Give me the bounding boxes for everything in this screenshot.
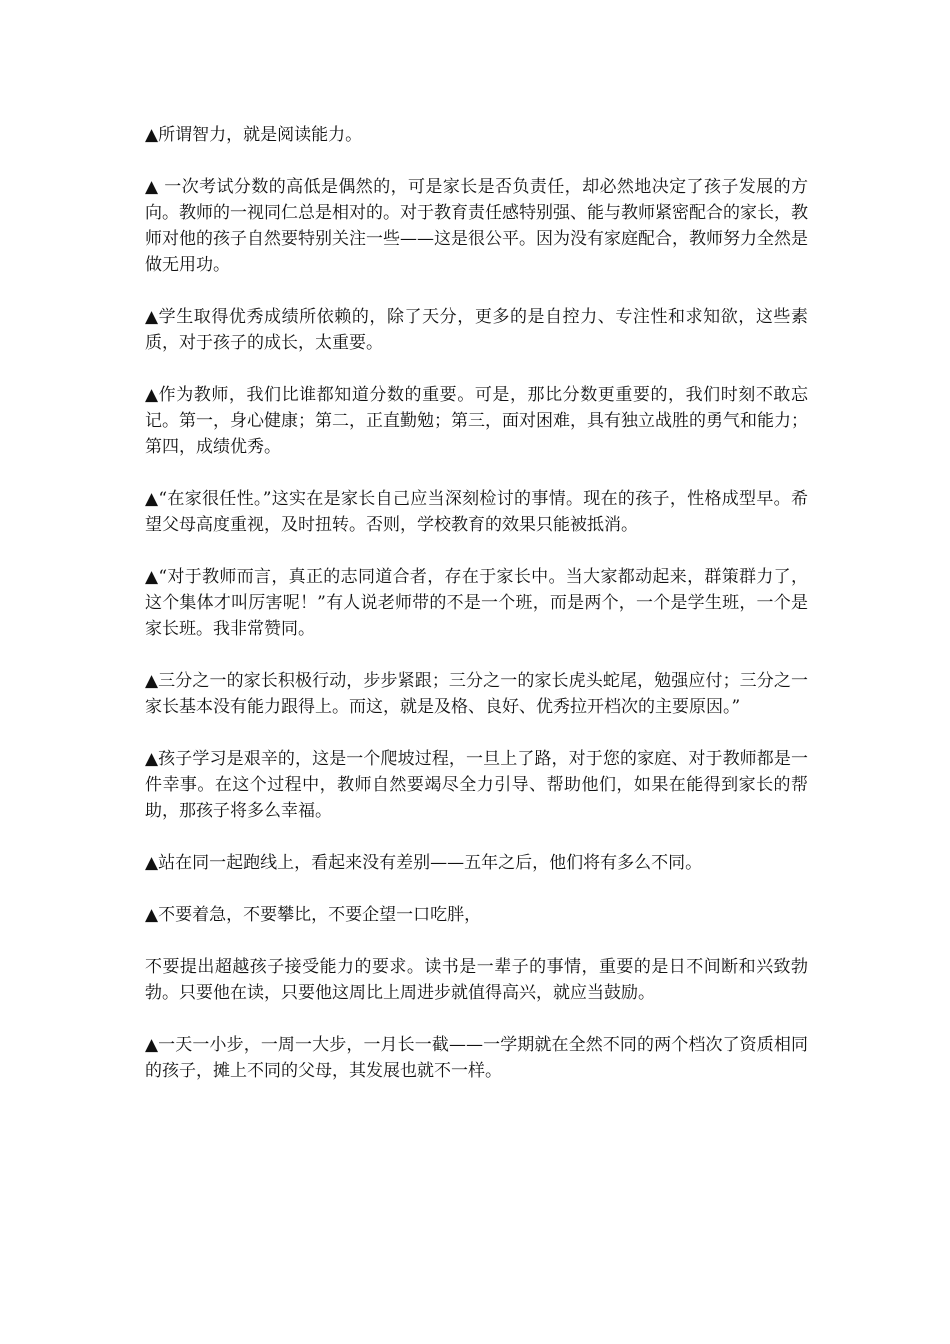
paragraph-intelligence: ▲所谓智力，就是阅读能力。: [145, 125, 363, 145]
paragraph-lifelong-reading: 不要提出超越孩子接受能力的要求。读书是一辈子的事情，重要的是日不间断和兴致勃勃。只要他在读，只要他这周比上周进步就值得高兴，就应当鼓励。: [145, 957, 808, 1003]
paragraph-uphill-learning: ▲孩子学习是艰辛的，这是一个爬坡过程，一旦上了路，对于您的家庭、对于教师都是一件幸事。在这个过程中，教师自然要竭尽全力引导、帮助他们，如果在能得到家长的帮助，那孩子将多么幸福。: [145, 749, 808, 821]
paragraph-starting-line: ▲站在同一起跑线上，看起来没有差别——五年之后，他们将有多么不同。: [145, 853, 703, 873]
paragraph-like-minded-parents: ▲“对于教师而言，真正的志同道合者，存在于家长中。当大家都动起来，群策群力了，这个集体才叫厉害呢！”有人说老师带的不是一个班，而是两个，一个是学生班，一个是家长班。我非常赞同。: [145, 567, 808, 639]
paragraph-three-thirds: ▲三分之一的家长积极行动，步步紧跟；三分之一的家长虎头蛇尾，勉强应付；三分之一家长基本没有能力跟得上。而这，就是及格、良好、优秀拉开档次的主要原因。”: [145, 671, 808, 717]
paragraph-willful-at-home: ▲“在家很任性。”这实在是家长自己应当深刻检讨的事情。现在的孩子，性格成型早。希望父母高度重视，及时扭转。否则，学校教育的效果只能被抵消。: [145, 489, 808, 535]
document-body: [145, 122, 808, 1110]
paragraph-parent-responsibility: ▲ 一次考试分数的高低是偶然的，可是家长是否负责任，却必然地决定了孩子发展的方向。教师的一视同仁总是相对的。对于教育责任感特别强、能与教师紧密配合的家长，教师对他的孩子自然要特别关注一些——这是很公平。因为没有家庭配合，教师努力全然是做无用功。: [145, 177, 808, 275]
paragraph-small-steps: ▲一天一小步，一周一大步，一月长一截——一学期就在全然不同的两个档次了资质相同的孩子，摊上不同的父母，其发展也就不一样。: [145, 1035, 808, 1081]
paragraph-student-qualities: ▲学生取得优秀成绩所依赖的，除了天分，更多的是自控力、专注性和求知欲，这些素质，对于孩子的成长，太重要。: [145, 307, 808, 353]
paragraph-beyond-scores: ▲作为教师，我们比谁都知道分数的重要。可是，那比分数更重要的，我们时刻不敢忘记。第一，身心健康；第二，正直勤勉；第三，面对困难，具有独立战胜的勇气和能力；第四，成绩优秀。: [145, 385, 808, 457]
paragraph-no-rush: ▲不要着急，不要攀比，不要企望一口吃胖，: [145, 905, 482, 925]
